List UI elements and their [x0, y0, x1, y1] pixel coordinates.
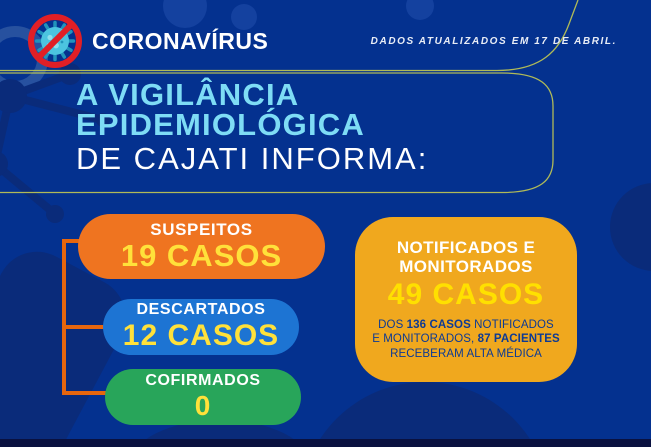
bottom-strip [0, 439, 651, 447]
bracket-line [62, 239, 66, 395]
summary-note-line-3: RECEBERAM ALTA MÉDICA [390, 347, 542, 360]
stat-pill-suspeitos [78, 214, 325, 279]
brand-title: CORONAVÍRUS [92, 27, 269, 54]
summary-card-notificados [355, 217, 577, 382]
bracket-arm [62, 391, 109, 395]
summary-title-line-2: MONITORADOS [399, 256, 533, 276]
summary-note-line-1: DOS 136 CASOS NOTIFICADOS [378, 318, 554, 331]
stat-label: DESCARTADOS [136, 301, 266, 319]
stat-value: 12 CASOS [122, 319, 280, 353]
stat-pill-descartados [103, 299, 299, 355]
no-coronavirus-icon [26, 12, 84, 70]
headline [76, 77, 429, 176]
stat-label: SUSPEITOS [150, 219, 253, 239]
stat-value: 0 [194, 390, 212, 422]
header [26, 12, 268, 70]
summary-title-line-1: NOTIFICADOS E [396, 237, 536, 257]
stat-value: 19 CASOS [120, 237, 283, 273]
stat-label: COFIRMADOS [145, 372, 261, 390]
summary-note-line-2: E MONITORADOS, 87 PACIENTES [372, 333, 560, 346]
summary-note [372, 318, 560, 362]
summary-value: 49 CASOS [387, 277, 545, 311]
bracket-arm [62, 325, 107, 329]
headline-line-2: EPIDEMIOLÓGICA [76, 107, 365, 142]
stat-pill-cofirmados [105, 369, 301, 425]
headline-line-3: DE CAJATI INFORMA: [76, 141, 429, 176]
headline-line-1: A VIGILÂNCIA [76, 77, 300, 112]
updated-date: DADOS ATUALIZADOS EM 17 DE ABRIL. [370, 36, 617, 47]
